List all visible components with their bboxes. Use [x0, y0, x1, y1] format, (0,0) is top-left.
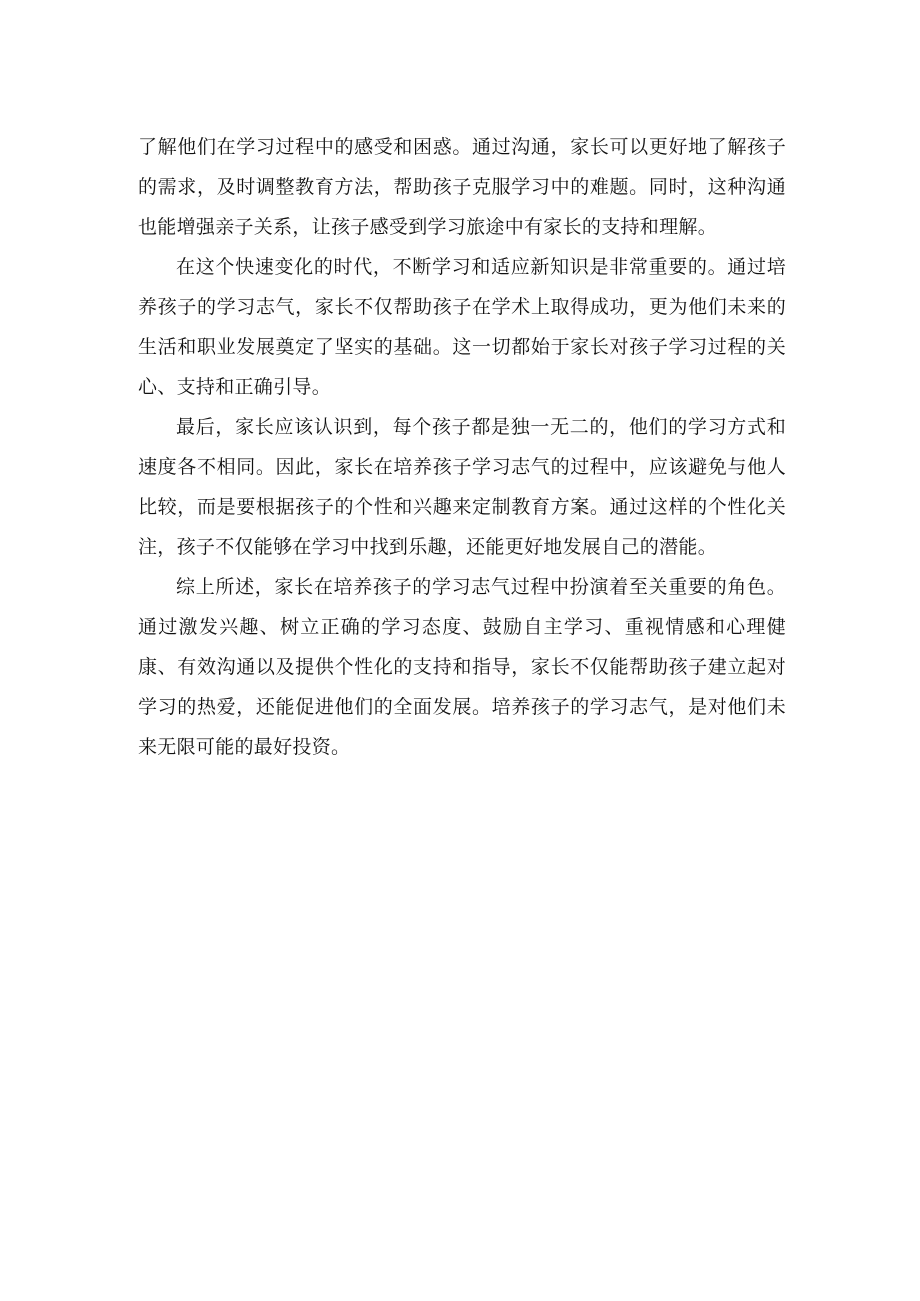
paragraph-4: 综上所述，家长在培养孩子的学习志气过程中扮演着至关重要的角色。通过激发兴趣、树立正确的学习态度、鼓励自主学习、重视情感和心理健康、有效沟通以及提供个性化的支持和指导，家长不仅能帮助孩子建立起对学习的热爱，还能促进他们的全面发展。培养孩子的学习志气，是对他们未来无限可能的最好投资。: [138, 576, 786, 758]
paragraph-3: 最后，家长应该认识到，每个孩子都是独一无二的，他们的学习方式和速度各不相同。因此，家长在培养孩子学习志气的过程中，应该避免与他人比较，而是要根据孩子的个性和兴趣来定制教育方案。通过这样的个性化关注，孩子不仅能够在学习中找到乐趣，还能更好地发展自己的潜能。: [138, 416, 786, 558]
document-body: [138, 127, 786, 767]
paragraph-2: 在这个快速变化的时代，不断学习和适应新知识是非常重要的。通过培养孩子的学习志气，家长不仅帮助孩子在学术上取得成功，更为他们未来的生活和职业发展奠定了坚实的基础。这一切都始于家长对孩子学习过程的关心、支持和正确引导。: [138, 256, 786, 398]
paragraph-1: 了解他们在学习过程中的感受和困惑。通过沟通，家长可以更好地了解孩子的需求，及时调整教育方法，帮助孩子克服学习中的难题。同时，这种沟通也能增强亲子关系，让孩子感受到学习旅途中有家长的支持和理解。: [138, 136, 786, 238]
